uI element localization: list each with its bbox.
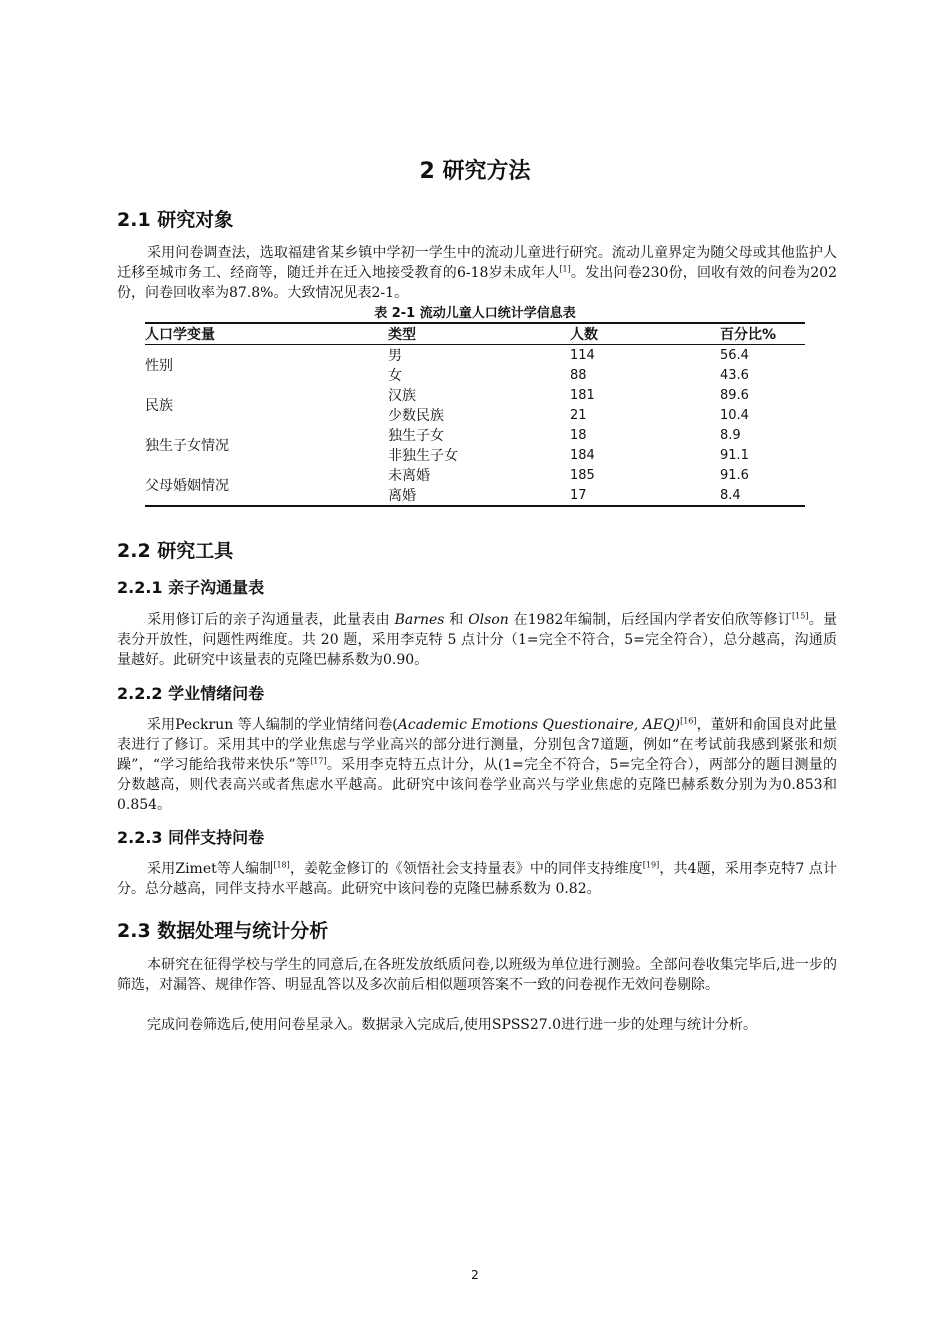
section-heading-2-2: 2.2 研究工具 xyxy=(117,540,234,562)
table-row xyxy=(145,465,805,485)
variable-cell: 性别 xyxy=(145,358,173,374)
count-cell: 88 xyxy=(570,367,587,383)
percent-cell: 8.9 xyxy=(720,427,741,443)
citation-ref[interactable]: [1] xyxy=(559,264,571,274)
paragraph-data-processing-2: 完成问卷筛选后,使用问卷星录入。数据录入完成后,使用SPSS27.0进行进一步的处理与统计分析。 xyxy=(147,1017,758,1033)
percent-cell: 8.4 xyxy=(720,485,805,506)
type-cell: 离婚 xyxy=(388,485,570,506)
type-cell: 汉族 xyxy=(388,388,416,404)
paragraph-parent-child-communication: 采用修订后的亲子沟通量表，此量表由 Barnes 和 Olson 在1982年编制，后经国内学者安伯欣等修订[15]。量表分开放性，问题性两维度。共 20 题，采用李克特 5 点计分（1=完全不符合，5=完全符合），总分越高，沟通质量越好。此研究中该量表的克隆巴赫系数为0.90。 xyxy=(117,611,838,668)
count-cell: 17 xyxy=(570,485,720,506)
section-heading-2-1: 2.1 研究对象 xyxy=(117,209,234,231)
subsection-heading-2-2-2: 2.2.2 学业情绪问卷 xyxy=(117,684,265,703)
variable-cell: 民族 xyxy=(145,398,173,414)
type-cell: 女 xyxy=(388,368,402,384)
column-header: 人数 xyxy=(570,323,720,345)
paragraph-research-subjects: 采用问卷调查法，选取福建省某乡镇中学初一学生中的流动儿童进行研究。流动儿童界定为随父母或其他监护人迁移至城市务工、经商等，随迁并在迁入地接受教育的6-18岁未成年人[1]。发出问卷230份，回收有效的问卷为202份，问卷回收率为87.8%。大致情况见表2-1。 xyxy=(117,245,837,301)
table-caption: 表 2-1 流动儿童人口统计学信息表 xyxy=(374,306,576,321)
variable-cell: 父母婚姻情况 xyxy=(145,465,388,506)
type-cell: 少数民族 xyxy=(388,408,444,424)
count-cell: 184 xyxy=(570,447,595,463)
table-row xyxy=(145,385,805,405)
paragraph-academic-emotions: 采用Peckrun 等人编制的学业情绪问卷(Academic Emotions Questionaire, AEQ)[16]，董妍和俞国良对此量表进行了修订。采用其中的学业焦虑与学业高兴的部分进行测量，分别包含7道题，例如“在考试前我感到紧张和烦躁”，“学习能给我带来快乐”等[17]。采用李克特五点计分，从(1=完全不符合，5=完全符合），两部分的题目测量的分数越高，则代表高兴或者焦虑水平越高。此研究中该问卷学业高兴与学业焦虑的克隆巴赫系数分别为为0.853和0.854。 xyxy=(117,716,837,813)
citation-ref[interactable]: [15] xyxy=(792,611,809,621)
citation-ref[interactable]: [19] xyxy=(642,860,660,870)
citation-ref[interactable]: [16] xyxy=(680,716,697,726)
page-number: 2 xyxy=(471,1268,479,1282)
type-cell: 未离婚 xyxy=(388,468,430,484)
percent-cell: 43.6 xyxy=(720,367,749,383)
demographics-table xyxy=(145,322,805,507)
column-header: 百分比% xyxy=(720,323,805,345)
type-cell: 独生子女 xyxy=(388,428,444,444)
citation-ref[interactable]: [17] xyxy=(310,756,327,766)
type-cell: 男 xyxy=(388,348,402,364)
percent-cell: 89.6 xyxy=(720,387,749,403)
section-heading-2-3: 2.3 数据处理与统计分析 xyxy=(117,920,329,942)
table-header-row xyxy=(145,323,805,345)
percent-cell: 10.4 xyxy=(720,407,749,423)
subsection-heading-2-2-1: 2.2.1 亲子沟通量表 xyxy=(117,578,265,597)
table-row xyxy=(145,345,805,366)
subsection-heading-2-2-3: 2.2.3 同伴支持问卷 xyxy=(117,828,265,847)
citation-ref[interactable]: [18] xyxy=(273,860,290,870)
count-cell: 21 xyxy=(570,407,587,423)
percent-cell: 56.4 xyxy=(720,347,749,363)
paragraph-peer-support: 采用Zimet等人编制[18]，姜乾金修订的《领悟社会支持量表》中的同伴支持维度[19]，共4题，采用李克特7 点计分。总分越高，同伴支持水平越高。此研究中该问卷的克隆巴赫系数为 0.82。 xyxy=(117,860,837,897)
count-cell: 181 xyxy=(570,387,595,403)
column-header: 人口学变量 xyxy=(145,323,388,345)
chapter-title: 2 研究方法 xyxy=(419,159,531,184)
table-row xyxy=(145,425,805,445)
type-cell: 非独生子女 xyxy=(388,448,458,464)
column-header: 类型 xyxy=(388,323,570,345)
percent-cell: 91.6 xyxy=(720,467,749,483)
count-cell: 18 xyxy=(570,427,587,443)
count-cell: 114 xyxy=(570,347,595,363)
paragraph-data-processing-1: 本研究在征得学校与学生的同意后,在各班发放纸质问卷,以班级为单位进行测验。全部问卷收集完毕后,进一步的筛选，对漏答、规律作答、明显乱答以及多次前后相似题项答案不一致的问卷视作无效问卷剔除。 xyxy=(117,957,837,993)
variable-cell: 独生子女情况 xyxy=(145,438,229,454)
percent-cell: 91.1 xyxy=(720,447,749,463)
count-cell: 185 xyxy=(570,467,595,483)
